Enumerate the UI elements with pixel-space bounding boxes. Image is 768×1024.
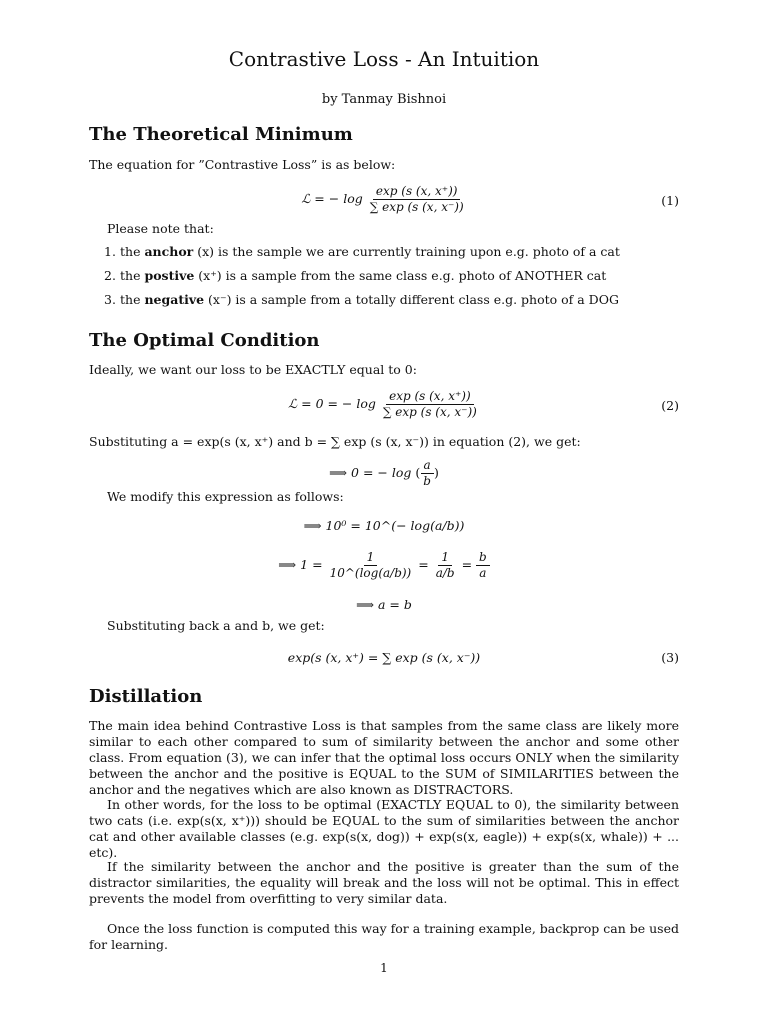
paragraph-distillation-2: In other words, for the loss to be optimal (EXACTLY EQUAL to 0), the similarity between two cats (i.e. exp(s(x, x⁺))) should be EQUAL to the sum of similarities between the anchor cat and other available classes (e.g. exp(s(x, dog)) + exp(s(x, eagle)) + exp(s(x, whale)) + ... etc). [89,797,679,860]
equation-2-fraction [380,389,480,420]
derivation-step-1-lhs: ⟹ 0 = − log [329,465,412,480]
fraction-numerator: b [476,550,490,566]
paragraph-modify: We modify this expression as follows: [107,489,344,504]
derivation-step-3-fraction-3 [476,550,490,581]
list-item-text: (x⁺) is a sample from the same class e.g. photo of ANOTHER cat [194,268,607,283]
derivation-step-3: ⟹ 1 = $\frac{1}{10\^{}(\log(a/b))}$ = $\frac{1}{a/b}$ = $\frac{b}{a}$ [0,550,768,581]
equation-1-denominator: ∑ exp (s (x, x⁻)) [369,200,464,214]
numbered-list [104,244,684,316]
section-heading-theoretical-minimum: The Theoretical Minimum [89,124,353,145]
list-item [104,292,684,316]
paragraph-ideal: Ideally, we want our loss to be EXACTLY equal to 0: [89,362,417,377]
equation-2-number: (2) [661,398,679,413]
paragraph-distillation-3: If the similarity between the anchor and the positive is greater than the sum of the distractor similarities, the equality will break and the loss will not be optimal. This in effect prevents the model from overfitting to very similar data. [89,859,679,906]
derivation-step-1-fraction [420,458,434,489]
fraction-numerator: 1 [438,550,452,566]
fraction-denominator: a/b [435,566,455,580]
list-item-text: the [120,268,145,283]
section-heading-optimal-condition: The Optimal Condition [89,330,320,351]
list-item-text: (x⁻) is a sample from a totally different class e.g. photo of a DOG [204,292,619,307]
equation-1-number: (1) [661,193,679,208]
list-item-text: (x) is the sample we are currently training upon e.g. photo of a cat [193,244,620,259]
paragraph-substitution: Substituting a = exp(s (x, x⁺) and b = ∑ exp (s (x, x⁻)) in equation (2), we get: [89,434,581,449]
derivation-step-4: ⟹ a = b [356,597,412,612]
fraction-denominator: a [479,566,487,580]
fraction-denominator: 10^(log(a/b)) [329,566,412,580]
paragraph-distillation-4: Once the loss function is computed this way for a training example, backprop can be used for learning. [89,921,679,952]
derivation-step-3-fraction-1 [327,550,415,581]
equation-1 [0,184,768,215]
paragraph-note: Please note that: [107,221,214,236]
equation-3: exp(s (x, x⁺) = ∑ exp (s (x, x⁻)) [287,650,481,665]
derivation-step-3-lhs: ⟹ 1 = [278,557,323,572]
fraction-numerator: a [421,458,434,474]
list-item [104,268,684,292]
document-author: by Tanmay Bishnoi [321,92,447,107]
paragraph-substitute-back: Substituting back a and b, we get: [107,618,325,633]
paragraph-distillation-1: The main idea behind Contrastive Loss is that samples from the same class are likely more similar to each other compared to sum of similarity between the anchor and some other class. From equation (3), we can infer that the optimal loss occurs ONLY when the similarity between the anchor and the positive is EQUAL to the SUM of SIMILARITIES between the anchor and the negatives which are also known as DISTRACTORS. [89,718,679,797]
derivation-step-2: ⟹ 10⁰ = 10^(− log(a/b)) [303,518,465,533]
section-heading-distillation: Distillation [89,686,203,707]
equation-2-numerator: exp (s (x, x⁺)) [386,389,474,405]
list-item-term: negative [144,292,205,307]
fraction-numerator: 1 [364,550,378,566]
page-number: 1 [380,961,388,975]
document-title: Contrastive Loss - An Intuition [228,47,540,71]
fraction-denominator: b [423,474,431,488]
list-item-term: postive [144,268,195,283]
list-item-number: 2. [104,268,116,283]
list-item-term: anchor [144,244,194,259]
list-item-number: 1. [104,244,116,259]
equation-3-number: (3) [661,650,679,665]
equation-2-lhs: ℒ = 0 = − log [288,396,376,411]
equation-1-numerator: exp (s (x, x⁺)) [373,184,461,200]
list-item-number: 3. [104,292,116,307]
list-item [104,244,684,268]
equation-1-fraction [367,184,467,215]
derivation-step-3-fraction-2 [433,550,458,581]
equation-2 [0,389,768,420]
equation-2-denominator: ∑ exp (s (x, x⁻)) [382,405,477,419]
derivation-step-1: ⟹ 0 = − log ( $\frac{a}{b}$ ) [329,458,439,488]
equation-1-lhs: ℒ = − log [301,191,363,206]
paragraph-intro: The equation for ”Contrastive Loss” is as below: [89,157,396,172]
list-item-text: the [120,292,145,307]
list-item-text: the [120,244,145,259]
